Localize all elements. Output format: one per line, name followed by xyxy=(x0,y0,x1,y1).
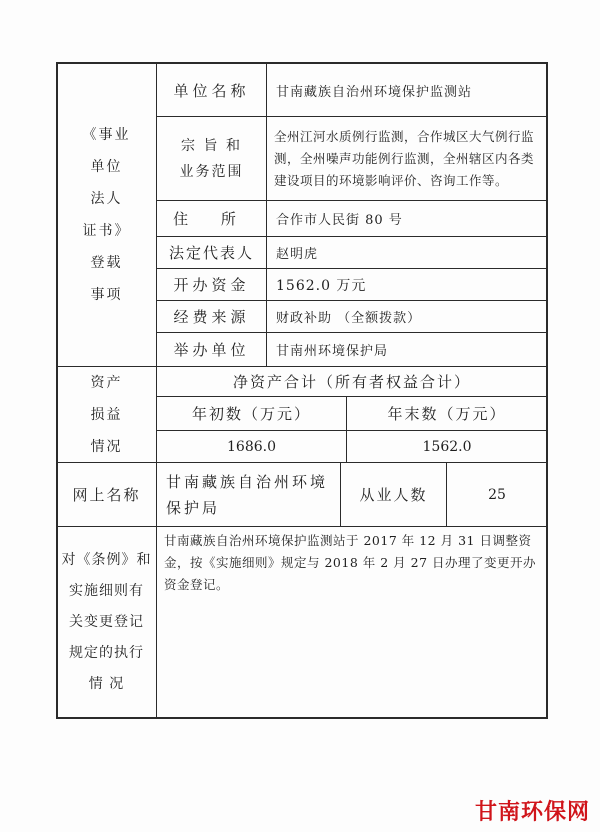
address-label: 住 所 xyxy=(173,210,250,228)
end-year-label: 年末数（万元） xyxy=(387,405,507,423)
registration-section-title: 《事业 单位 法人 证书》 登载 事项 xyxy=(82,127,131,303)
purpose-label: 宗 旨 和 业务范围 xyxy=(179,137,244,180)
net-assets-header: 净资产合计（所有者权益合计） xyxy=(232,373,471,391)
unit-name-value: 甘南藏族自治州环境保护监测站 xyxy=(276,84,473,100)
capital-label: 开办资金 xyxy=(173,276,250,294)
table-bottom-border xyxy=(56,717,548,719)
legal-rep-label: 法定代表人 xyxy=(168,244,254,262)
begin-year-label: 年初数（万元） xyxy=(191,405,311,423)
end-year-value: 1562.0 xyxy=(422,438,472,455)
site-watermark: 甘南环保网 xyxy=(474,800,590,825)
online-name-value: 甘南藏族自治州环境保护局 xyxy=(166,472,329,517)
capital-value: 1562.0 万元 xyxy=(276,277,367,294)
begin-year-value: 1686.0 xyxy=(227,438,276,455)
employees-value: 25 xyxy=(488,486,506,503)
execution-section-title: 对《条例》和 实施细则有 关变更登记 规定的执行 情 况 xyxy=(61,551,152,692)
sponsor-label: 举办单位 xyxy=(173,341,250,359)
funding-source-label: 经费来源 xyxy=(173,308,250,326)
purpose-value: 全州江河水质例行监测，合作城区大气例行监测，全州噪声功能例行监测，全州辖区内各类建设项目的环境影响评价、咨询工作等。 xyxy=(274,128,535,188)
label-column-divider xyxy=(266,62,267,366)
funding-source-value: 财政补助 （全额拨款） xyxy=(276,311,422,326)
unit-name-label: 单位名称 xyxy=(173,81,250,100)
online-name-label: 网上名称 xyxy=(72,486,141,504)
execution-content: 甘南藏族自治州环境保护监测站于 2017 年 12 月 31 日调整资金，按《实施细则》规定与 2018 年 2 月 27 日办理了变更开办资金登记。 xyxy=(164,533,537,592)
employees-label: 从业人数 xyxy=(359,486,428,504)
legal-rep-value: 赵明虎 xyxy=(276,247,319,262)
address-value: 合作市人民街 80 号 xyxy=(276,213,403,228)
assets-section-title: 资产 损益 情况 xyxy=(90,374,123,455)
sponsor-value: 甘南州环境保护局 xyxy=(276,344,389,359)
